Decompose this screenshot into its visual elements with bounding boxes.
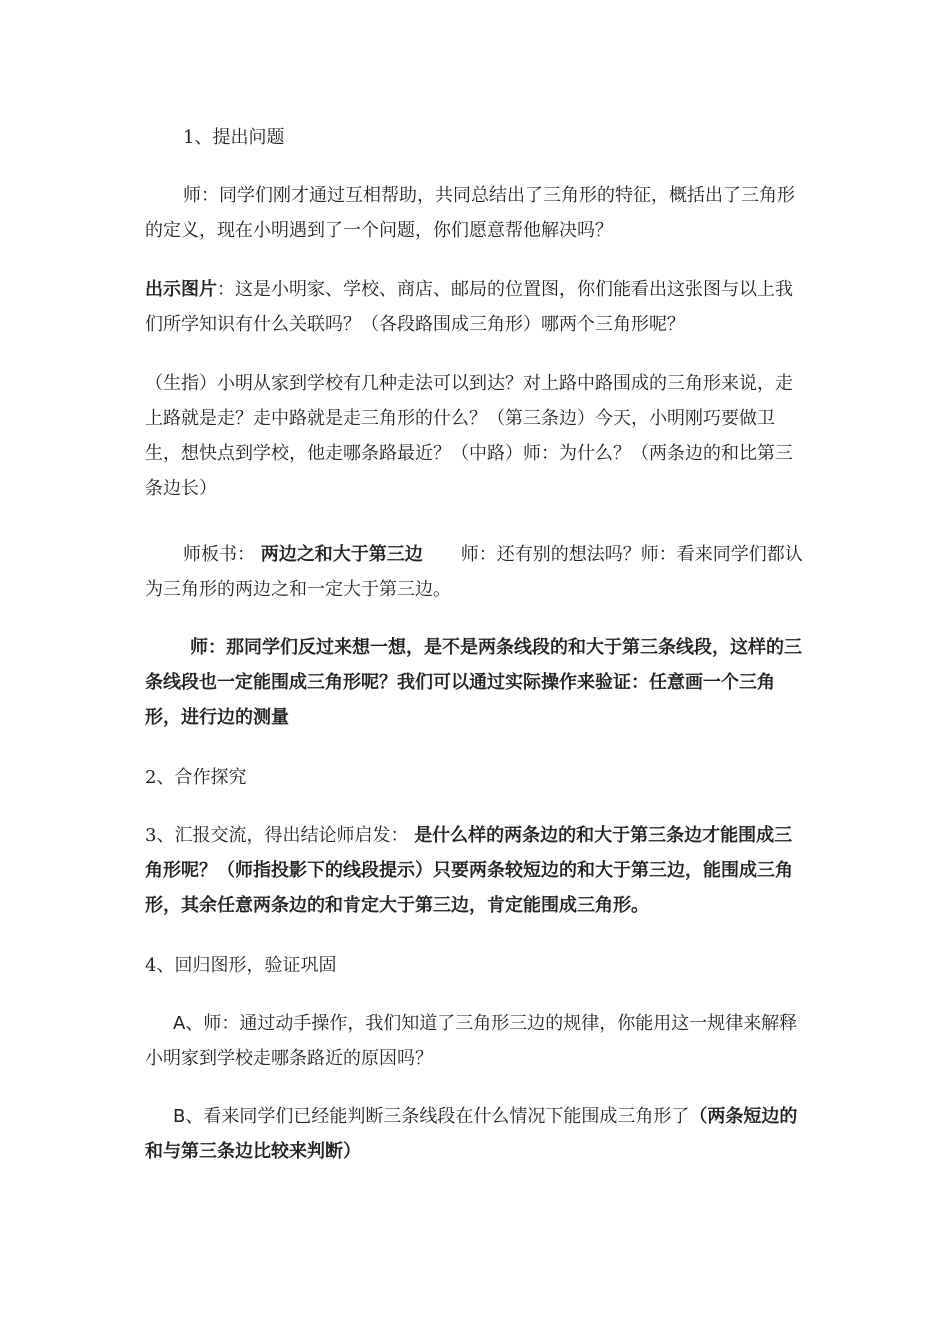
item-b-bold: （两条短边的和与第三条边比较来判断） bbox=[145, 1106, 798, 1162]
paragraph-show-picture bbox=[145, 272, 810, 342]
report-prefix: 3、汇报交流，得出结论师启发： bbox=[145, 825, 409, 846]
report-conclusion-bold: 是什么样的两条边的和大于第三条边才能围成三角形呢？（师指投影下的线段提示）只要两条较短边的和大于第三边，能围成三角形，其余任意两条边的和肯定大于第三边，肯定能围成三角形。 bbox=[145, 825, 793, 916]
section-heading-4: 4、回归图形，验证巩固 bbox=[145, 955, 337, 976]
blackboard-text: 师：还有别的想法吗？师：看来同学们都认为三角形的两边之和一定大于第三边。 bbox=[145, 544, 803, 600]
paragraph-report-conclusion bbox=[145, 818, 810, 923]
section-heading-1-text: 1、提出问题 bbox=[183, 127, 285, 148]
paragraph-teacher-question: 师：同学们刚才通过互相帮助，共同总结出了三角形的特征，概括出了三角形的定义，现在小明遇到了一个问题，你们愿意帮他解决吗？ bbox=[145, 185, 795, 241]
paragraph-item-b bbox=[145, 1099, 810, 1169]
paragraph-student-points: （生指）小明从家到学校有几种走法可以到达？对上路中路围成的三角形来说，走上路就是走？走中路就是走三角形的什么？（第三条边）今天，小明刚巧要做卫生，想快点到学校，他走哪条路最近？（中路）师：为什么？（两条边的和比第三条边长） bbox=[145, 373, 793, 499]
section-heading-2: 2、合作探究 bbox=[145, 767, 247, 788]
paragraph-item-a: A、师：通过动手操作，我们知道了三角形三边的规律，你能用这一规律来解释小明家到学校走哪条路近的原因吗？ bbox=[145, 1013, 798, 1069]
paragraph-blackboard bbox=[145, 537, 810, 607]
item-b-text: B、看来同学们已经能判断三条线段在什么情况下能围成三角形了 bbox=[173, 1106, 690, 1127]
blackboard-prefix: 师板书： bbox=[183, 544, 255, 565]
paragraph-reverse-thinking: 师：那同学们反过来想一想，是不是两条线段的和大于第三条线段，这样的三条线段也一定能围成三角形呢？我们可以通过实际操作来验证：任意画一个三角形，进行边的测量 bbox=[145, 637, 802, 728]
show-picture-text: ：这是小明家、学校、商店、邮局的位置图，你们能看出这张图与以上我们所学知识有什么关联吗？（各段路围成三角形）哪两个三角形呢？ bbox=[145, 279, 793, 335]
blackboard-rule: 两边之和大于第三边 bbox=[260, 544, 423, 565]
show-picture-label: 出示图片 bbox=[145, 279, 217, 300]
section-heading-1 bbox=[145, 120, 810, 155]
